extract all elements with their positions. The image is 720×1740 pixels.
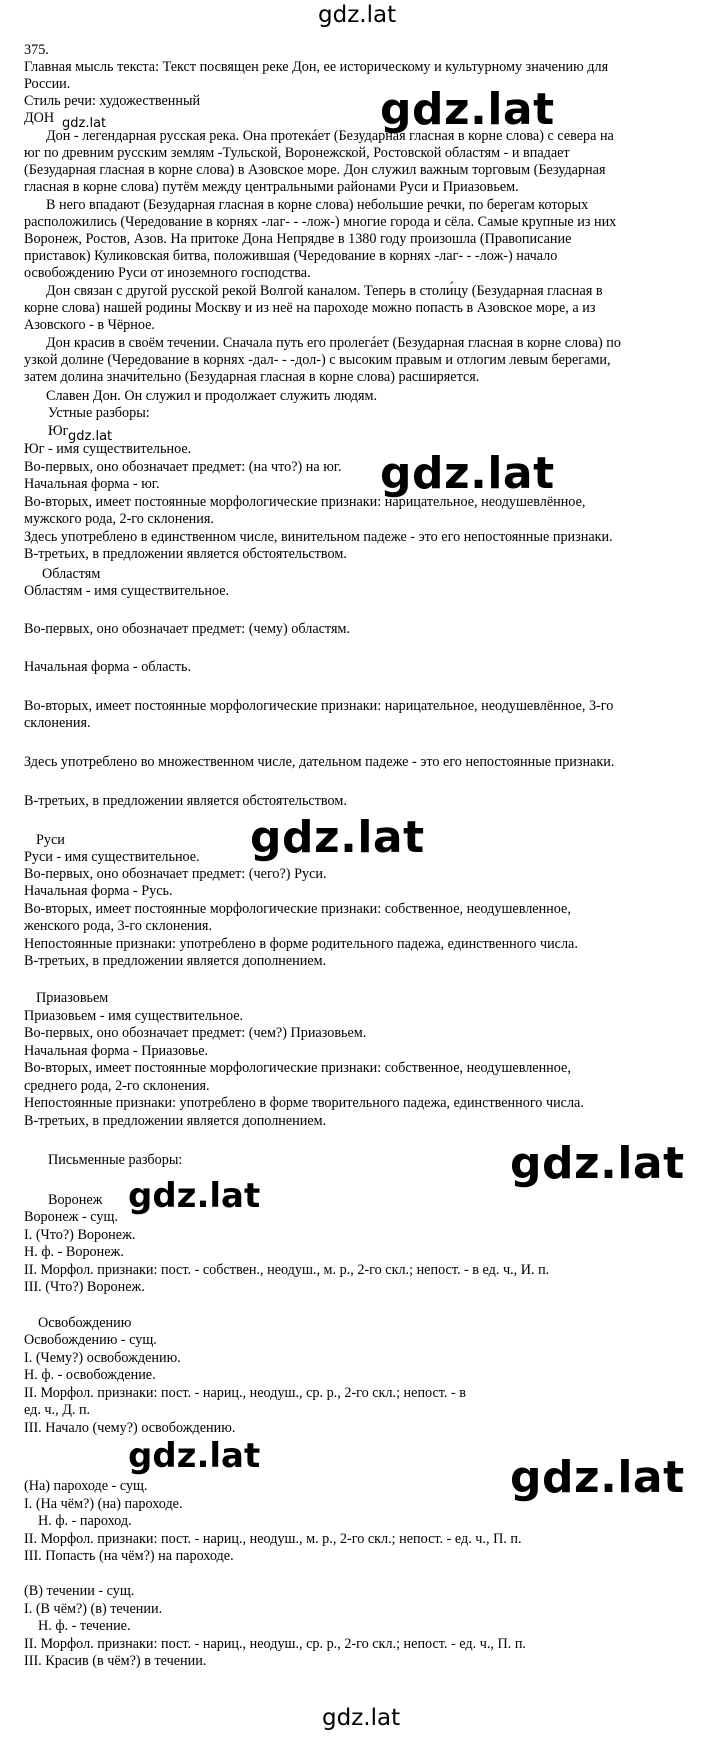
watermark-big: gdz.lat bbox=[380, 84, 555, 135]
word-heading: Приазовьем bbox=[36, 990, 109, 1006]
parse-line: Юг - имя существительное. bbox=[24, 441, 192, 457]
parse-line: Здесь употреблено во множественном числе, дательном падеже - это его непостоянные признаки. bbox=[24, 754, 615, 770]
paragraph-line: освобождению Руси от иноземного господства. bbox=[24, 265, 311, 281]
parse-line: склонения. bbox=[24, 715, 91, 731]
watermark-big: gdz.lat bbox=[510, 1452, 685, 1503]
word-heading: Областям bbox=[42, 566, 101, 582]
parse-line: III. Начало (чему?) освобождению. bbox=[24, 1420, 236, 1436]
parse-line: Непостоянные признаки: употреблено в форме родительного падежа, единственного числа. bbox=[24, 936, 578, 952]
paragraph-line: затем долина значи́тельно (Безударная гласная в корне слова) расширяется. bbox=[24, 369, 480, 385]
paragraph-line: Азовского - в Чёрное. bbox=[24, 317, 155, 333]
parse-line: мужского рода, 2-го склонения. bbox=[24, 511, 214, 527]
parse-line: Начальная форма - область. bbox=[24, 659, 192, 675]
parse-line: В-третьих, в предложении является дополнением. bbox=[24, 953, 327, 969]
paragraph-line: гласная в корне слова) путём между центральными районами Руси и Приазовьем. bbox=[24, 179, 519, 195]
watermark-mid: gdz.lat bbox=[128, 1176, 261, 1216]
parse-line: Начальная форма - Русь. bbox=[24, 883, 173, 899]
parse-line: Во-первых, оно обозначает предмет: (чему) областям. bbox=[24, 621, 350, 637]
parse-line: Областям - имя существительное. bbox=[24, 583, 230, 599]
parse-line: В-третьих, в предложении является обстоятельством. bbox=[24, 793, 347, 809]
parse-line: Во-первых, оно обозначает предмет: (чем?) Приазовьем. bbox=[24, 1025, 367, 1041]
paragraph-line: Дон красив в своём течении. Сначала путь его пролегáет (Безударная гласная в корне слова) по bbox=[46, 335, 621, 351]
parse-line: Воронеж - сущ. bbox=[24, 1209, 118, 1225]
parse-line: Во-первых, оно обозначает предмет: (на что?) на юг. bbox=[24, 459, 342, 475]
parse-line: II. Морфол. признаки: пост. - нариц., неодуш., ср. р., 2-го скл.; непост. - ед. ч., П. п. bbox=[24, 1636, 526, 1652]
section-heading: Письменные разборы: bbox=[48, 1152, 183, 1168]
parse-line: Непостоянные признаки: употреблено в форме творительного падежа, единственного числа. bbox=[24, 1095, 584, 1111]
parse-line: Н. ф. - течение. bbox=[38, 1618, 131, 1634]
watermark-big: gdz.lat bbox=[250, 812, 425, 863]
word-heading: Руси bbox=[36, 832, 65, 848]
parse-line: I. (Что?) Воронеж. bbox=[24, 1227, 136, 1243]
paragraph-line: юг по древним русским землям -Тульской, Воронежской, Ростовской областям - и впадает bbox=[24, 145, 570, 161]
watermark-small: gdz.lat bbox=[62, 116, 107, 131]
parse-line: (В) течении - сущ. bbox=[24, 1583, 135, 1599]
parse-line: Руси - имя существительное. bbox=[24, 849, 200, 865]
parse-line: Во-вторых, имеет постоянные морфологические признаки: собственное, неодушевленное, bbox=[24, 1060, 571, 1076]
parse-line: Освобождению - сущ. bbox=[24, 1332, 157, 1348]
parse-line: Н. ф. - пароход. bbox=[38, 1513, 132, 1529]
paragraph-line: Славен Дон. Он служил и продолжает служить людям. bbox=[46, 388, 378, 404]
speech-style: Стиль речи: художественный bbox=[24, 93, 201, 109]
watermark-mid: gdz.lat bbox=[128, 1436, 261, 1476]
parse-line: Н. ф. - освобождение. bbox=[24, 1367, 156, 1383]
main-idea-line-1: Главная мысль текста: Текст посвящен реке Дон, ее историческому и культурному значению для bbox=[24, 59, 609, 75]
parse-line: (На) пароходе - сущ. bbox=[24, 1478, 148, 1494]
watermark-big: gdz.lat bbox=[510, 1138, 685, 1189]
section-heading: Устные разборы: bbox=[48, 405, 150, 421]
main-idea-line-2: России. bbox=[24, 76, 71, 92]
parse-line: II. Морфол. признаки: пост. - собствен., неодуш., м. р., 2-го скл.; непост. - в ед. ч., И. п. bbox=[24, 1262, 550, 1278]
paragraph-line: Дон - легендарная русская река. Она протекáет (Безударная гласная в корне слова) с севера на bbox=[46, 128, 614, 144]
parse-line: Начальная форма - юг. bbox=[24, 476, 160, 492]
parse-line: III. Попасть (на чём?) на пароходе. bbox=[24, 1548, 234, 1564]
paragraph-line: Воронеж, Ростов, Азов. На притоке Дона Непрядве в 1380 году произошла (Правописание bbox=[24, 231, 572, 247]
word-heading: Воронеж bbox=[48, 1192, 103, 1208]
watermark-top: gdz.lat bbox=[318, 2, 397, 28]
parse-line: III. (Что?) Воронеж. bbox=[24, 1279, 145, 1295]
parse-line: III. Красив (в чём?) в течении. bbox=[24, 1653, 207, 1669]
watermark-big: gdz.lat bbox=[380, 448, 555, 499]
parse-line: Во-первых, оно обозначает предмет: (чего?) Руси. bbox=[24, 866, 327, 882]
parse-line: II. Морфол. признаки: пост. - нариц., неодуш., ср. р., 2-го скл.; непост. - в bbox=[24, 1385, 466, 1401]
word-heading: Освобождению bbox=[38, 1315, 132, 1331]
parse-line: I. (В чём?) (в) течении. bbox=[24, 1601, 163, 1617]
parse-line: Во-вторых, имеет постоянные морфологические признаки: нарицательное, неодушевлённое, bbox=[24, 494, 586, 510]
word-heading: Юг bbox=[48, 423, 69, 439]
parse-line: Н. ф. - Воронеж. bbox=[24, 1244, 124, 1260]
parse-line: Здесь употреблено в единственном числе, винительном падеже - это его непостоянные признаки. bbox=[24, 529, 613, 545]
paragraph-line: В него впадают (Безударная гласная в корне слова) небольшие речки, по берегам которых bbox=[46, 197, 589, 213]
parse-line: женского рода, 3-го склонения. bbox=[24, 918, 212, 934]
paragraph-line: корне слова) нашей родины Москву и из неё на пароходе можно попасть в Азовское море, а из bbox=[24, 300, 596, 316]
parse-line: II. Морфол. признаки: пост. - нариц., неодуш., м. р., 2-го скл.; непост. - ед. ч., П. п. bbox=[24, 1531, 522, 1547]
parse-line: Начальная форма - Приазовье. bbox=[24, 1043, 209, 1059]
parse-line: Приазовьем - имя существительное. bbox=[24, 1008, 244, 1024]
exercise-number: 375. bbox=[24, 42, 49, 58]
parse-line: В-третьих, в предложении является дополнением. bbox=[24, 1113, 327, 1129]
parse-line: Во-вторых, имеет постоянные морфологические признаки: нарицательное, неодушевлённое, 3-го bbox=[24, 698, 614, 714]
parse-line: среднего рода, 2-го склонения. bbox=[24, 1078, 210, 1094]
paragraph-line: расположились (Чередование в корнях -лаг- - -лож-) многие города и сёла. Самые крупные из них bbox=[24, 214, 617, 230]
paragraph-line: узкой долине (Чередование в корнях -дал- - -дол-) с высоким правым и отлогим левым берегами, bbox=[24, 352, 611, 368]
paragraph-line: (Безударная гласная в корне слова) в Азовское море. Дон служил важным торговым (Безударная bbox=[24, 162, 606, 178]
paragraph-line: Дон связан с другой русской рекой Волгой каналом. Теперь в столи́цу (Безударная гласная в bbox=[46, 283, 603, 299]
parse-line: Во-вторых, имеет постоянные морфологические признаки: собственное, неодушевленное, bbox=[24, 901, 571, 917]
watermark-small: gdz.lat bbox=[68, 429, 113, 444]
parse-line: В-третьих, в предложении является обстоятельством. bbox=[24, 546, 347, 562]
parse-line: I. (На чём?) (на) пароходе. bbox=[24, 1496, 183, 1512]
parse-line: I. (Чему?) освобождению. bbox=[24, 1350, 181, 1366]
paragraph-line: приставок) Куликовская битва, положившая (Чередование в корнях -лаг- - -лож-) начало bbox=[24, 248, 558, 264]
watermark-bottom: gdz.lat bbox=[322, 1705, 401, 1731]
text-title: ДОН bbox=[24, 110, 55, 126]
parse-line: ед. ч., Д. п. bbox=[24, 1402, 91, 1418]
